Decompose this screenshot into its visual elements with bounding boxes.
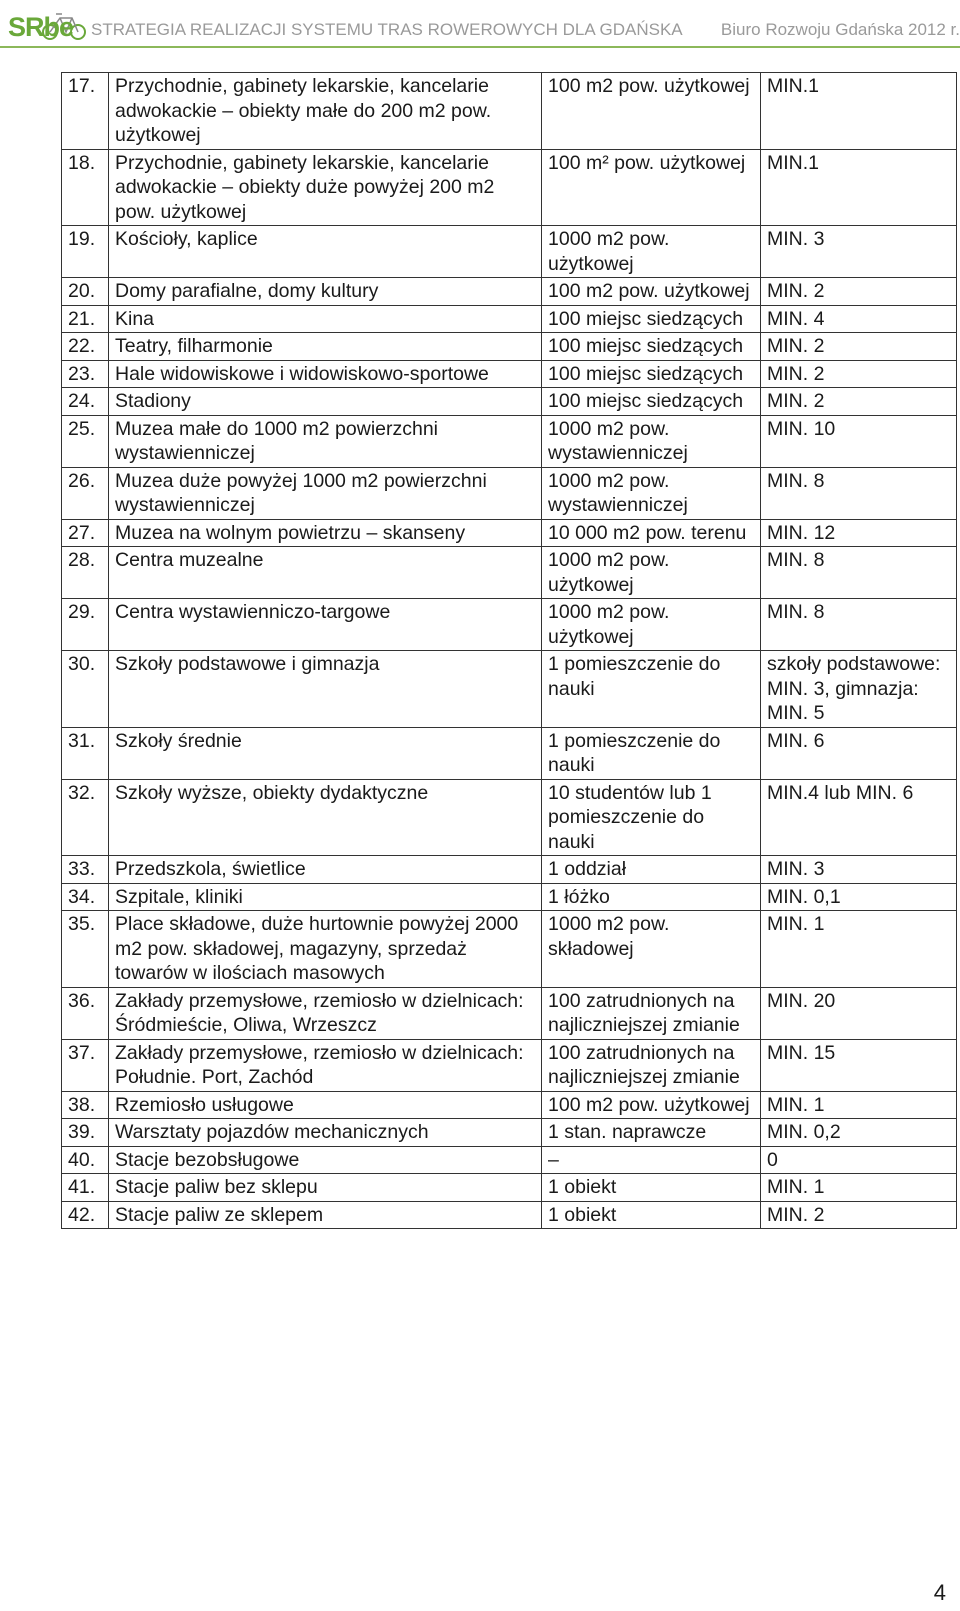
row-number: 21. [62,305,109,333]
table-row [62,226,957,278]
bike-parking-norm: MIN. 20 [761,987,957,1039]
reference-unit: 1000 m2 pow. użytkowej [542,599,761,651]
facility-type: Stadiony [109,388,542,416]
bike-parking-norm: MIN. 2 [761,360,957,388]
table-row [62,911,957,988]
table-row [62,360,957,388]
row-number: 35. [62,911,109,988]
row-number: 17. [62,73,109,150]
reference-unit: 1 stan. naprawcze [542,1119,761,1147]
row-number: 27. [62,519,109,547]
table-row [62,1091,957,1119]
table-row [62,149,957,226]
facility-type: Stacje bezobsługowe [109,1146,542,1174]
bike-parking-norm: szkoły podstawowe: MIN. 3, gimnazja: MIN. 5 [761,651,957,728]
row-number: 29. [62,599,109,651]
table-row [62,856,957,884]
table-row [62,333,957,361]
bike-parking-norm: MIN. 8 [761,599,957,651]
reference-unit: 100 miejsc siedzących [542,388,761,416]
facility-type: Przychodnie, gabinety lekarskie, kancelarie adwokackie – obiekty duże powyżej 200 m2 pow. użytkowej [109,149,542,226]
facility-type: Rzemiosło usługowe [109,1091,542,1119]
bike-parking-norm: MIN. 6 [761,727,957,779]
facility-type: Zakłady przemysłowe, rzemiosło w dzielnicach: Południe. Port, Zachód [109,1039,542,1091]
facility-type: Hale widowiskowe i widowiskowo-sportowe [109,360,542,388]
parking-norms-table [61,72,957,1229]
reference-unit: 1000 m2 pow. wystawienniczej [542,467,761,519]
facility-type: Kina [109,305,542,333]
row-number: 30. [62,651,109,728]
row-number: 42. [62,1201,109,1229]
facility-type: Centra muzealne [109,547,542,599]
reference-unit: 100 miejsc siedzących [542,305,761,333]
bike-parking-norm: MIN. 0,1 [761,883,957,911]
bike-parking-norm: MIN. 2 [761,388,957,416]
reference-unit: 1000 m2 pow. użytkowej [542,547,761,599]
document-title: STRATEGIA REALIZACJI SYSTEMU TRAS ROWEROWYCH DLA GDAŃSKA [91,20,683,39]
header-divider [0,46,960,48]
facility-type: Przedszkola, świetlice [109,856,542,884]
table-row [62,305,957,333]
facility-type: Zakłady przemysłowe, rzemiosło w dzielnicach: Śródmieście, Oliwa, Wrzeszcz [109,987,542,1039]
row-number: 25. [62,415,109,467]
bike-parking-norm: MIN. 3 [761,856,957,884]
bike-parking-norm: MIN. 10 [761,415,957,467]
row-number: 41. [62,1174,109,1202]
table-row [62,415,957,467]
bike-parking-norm: MIN. 8 [761,467,957,519]
table-row [62,1146,957,1174]
row-number: 36. [62,987,109,1039]
bike-parking-norm: MIN. 12 [761,519,957,547]
facility-type: Place składowe, duże hurtownie powyżej 2000 m2 pow. składowej, magazyny, sprzedaż towarów w ilościach masowych [109,911,542,988]
facility-type: Muzea na wolnym powietrzu – skanseny [109,519,542,547]
row-number: 19. [62,226,109,278]
facility-type: Szkoły średnie [109,727,542,779]
table-row [62,547,957,599]
bike-parking-norm: MIN. 2 [761,1201,957,1229]
bike-parking-norm: MIN.1 [761,149,957,226]
facility-type: Kościoły, kaplice [109,226,542,278]
facility-type: Domy parafialne, domy kultury [109,278,542,306]
row-number: 20. [62,278,109,306]
reference-unit: 1 obiekt [542,1201,761,1229]
reference-unit: 1 oddział [542,856,761,884]
table-body [62,73,957,1229]
bike-parking-norm: MIN. 1 [761,911,957,988]
bike-parking-norm: MIN.1 [761,73,957,150]
reference-unit: 100 m2 pow. użytkowej [542,278,761,306]
table-row [62,779,957,856]
reference-unit: 100 zatrudnionych na najliczniejszej zmianie [542,1039,761,1091]
facility-type: Centra wystawienniczo-targowe [109,599,542,651]
table-row [62,727,957,779]
facility-type: Teatry, filharmonie [109,333,542,361]
table-row [62,987,957,1039]
facility-type: Stacje paliw ze sklepem [109,1201,542,1229]
reference-unit: 1 pomieszczenie do nauki [542,727,761,779]
reference-unit: 10 studentów lub 1 pomieszczenie do nauki [542,779,761,856]
facility-type: Szkoły wyższe, obiekty dydaktyczne [109,779,542,856]
reference-unit: 1 łóżko [542,883,761,911]
table-row [62,1119,957,1147]
page-header [0,0,960,58]
bike-parking-norm: MIN. 2 [761,333,957,361]
row-number: 37. [62,1039,109,1091]
row-number: 31. [62,727,109,779]
reference-unit: 100 m2 pow. użytkowej [542,1091,761,1119]
row-number: 18. [62,149,109,226]
bike-parking-norm: MIN. 2 [761,278,957,306]
table-row [62,519,957,547]
facility-type: Muzea duże powyżej 1000 m2 powierzchni wystawienniczej [109,467,542,519]
table-row [62,599,957,651]
bike-parking-norm: MIN. 1 [761,1091,957,1119]
row-number: 40. [62,1146,109,1174]
table-row [62,278,957,306]
reference-unit: 100 miejsc siedzących [542,360,761,388]
reference-unit: 100 miejsc siedzących [542,333,761,361]
bike-parking-norm: MIN. 1 [761,1174,957,1202]
bike-parking-norm: MIN. 8 [761,547,957,599]
reference-unit: 1000 m2 pow. wystawienniczej [542,415,761,467]
reference-unit: 100 m² pow. użytkowej [542,149,761,226]
row-number: 24. [62,388,109,416]
row-number: 32. [62,779,109,856]
table-row [62,1201,957,1229]
table-row [62,1039,957,1091]
reference-unit: 1000 m2 pow. składowej [542,911,761,988]
srbe-logo [4,2,96,46]
document-organization: Biuro Rozwoju Gdańska 2012 r. [720,20,960,39]
page-number: 4 [933,1580,946,1605]
row-number: 39. [62,1119,109,1147]
table-row [62,883,957,911]
table-row [62,1174,957,1202]
bike-parking-norm: MIN. 3 [761,226,957,278]
row-number: 28. [62,547,109,599]
bike-parking-norm: MIN. 15 [761,1039,957,1091]
row-number: 23. [62,360,109,388]
table-row [62,73,957,150]
row-number: 38. [62,1091,109,1119]
table-row [62,467,957,519]
facility-type: Przychodnie, gabinety lekarskie, kancelarie adwokackie – obiekty małe do 200 m2 pow. użytkowej [109,73,542,150]
bike-parking-norm: 0 [761,1146,957,1174]
reference-unit: 100 m2 pow. użytkowej [542,73,761,150]
row-number: 33. [62,856,109,884]
facility-type: Szpitale, kliniki [109,883,542,911]
bike-parking-norm: MIN. 4 [761,305,957,333]
reference-unit: – [542,1146,761,1174]
facility-type: Muzea małe do 1000 m2 powierzchni wystawienniczej [109,415,542,467]
facility-type: Stacje paliw bez sklepu [109,1174,542,1202]
reference-unit: 1 obiekt [542,1174,761,1202]
row-number: 22. [62,333,109,361]
row-number: 26. [62,467,109,519]
reference-unit: 10 000 m2 pow. terenu [542,519,761,547]
table-row [62,388,957,416]
bike-parking-norm: MIN. 0,2 [761,1119,957,1147]
facility-type: Warsztaty pojazdów mechanicznych [109,1119,542,1147]
row-number: 34. [62,883,109,911]
facility-type: Szkoły podstawowe i gimnazja [109,651,542,728]
logo-text: SRbe [8,12,74,42]
reference-unit: 100 zatrudnionych na najliczniejszej zmianie [542,987,761,1039]
reference-unit: 1 pomieszczenie do nauki [542,651,761,728]
bike-parking-norm: MIN.4 lub MIN. 6 [761,779,957,856]
table-row [62,651,957,728]
reference-unit: 1000 m2 pow. użytkowej [542,226,761,278]
